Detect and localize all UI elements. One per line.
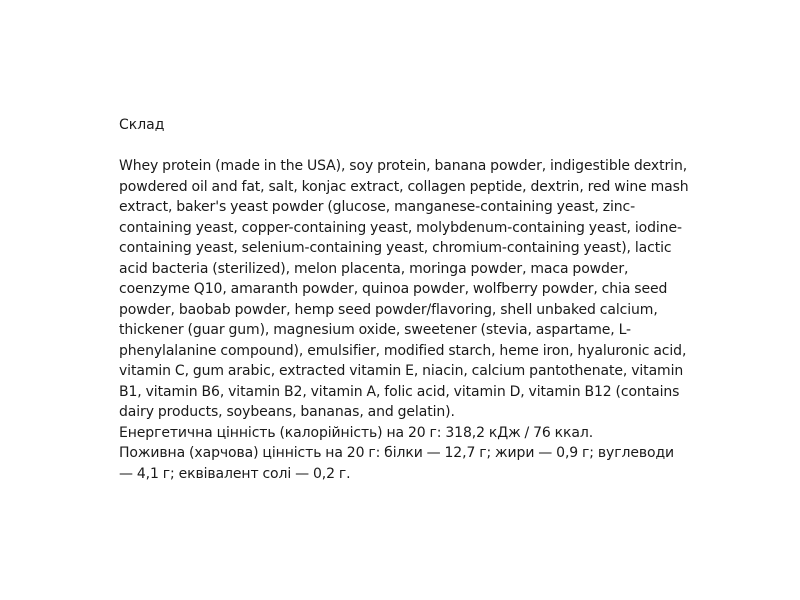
energy-value-text: Енергетична цінність (калорійність) на 20 г: 318,2 кДж / 76 ккал. — [119, 424, 594, 441]
nutrition-value-text: Поживна (харчова) цінність на 20 г: білки — 12,7 г; жири — 0,9 г; вуглеводи — 4,1 г; еквівалент солі — 0,2 г. — [119, 445, 675, 482]
ingredients-text: Whey protein (made in the USA), soy protein, banana powder, indigestible dextrin, powdered oil and fat, salt, konjac extract, collagen peptide, dextrin, red wine mash extract, baker's yeast powder (glucose, manganese-containing yeast, zinc-containing yeast, copper-containing yeast, molybdenum-containing yeast, iodine-containing yeast, selenium-containing yeast, chromium-containing yeast), lactic acid bacteria (sterilized), melon placenta, moringa powder, maca powder, coenzyme Q10, amaranth powder, quinoa powder, wolfberry powder, chia seed powder, baobab powder, hemp seed powder/flavoring, shell unbaked calcium, thickener (guar gum), magnesium oxide, sweetener (stevia, aspartame, L-phenylalanine compound), emulsifier, modified starch, heme iron, hyaluronic acid, vitamin C, gum arabic, extracted vitamin E, niacin, calcium pantothenate, vitamin B1, vitamin B6, vitamin B2, vitamin A, folic acid, vitamin D, vitamin B12 (contains dairy products, soybeans, bananas, and gelatin). — [119, 158, 689, 420]
section-title: Склад — [119, 117, 165, 133]
composition-section — [119, 114, 689, 484]
